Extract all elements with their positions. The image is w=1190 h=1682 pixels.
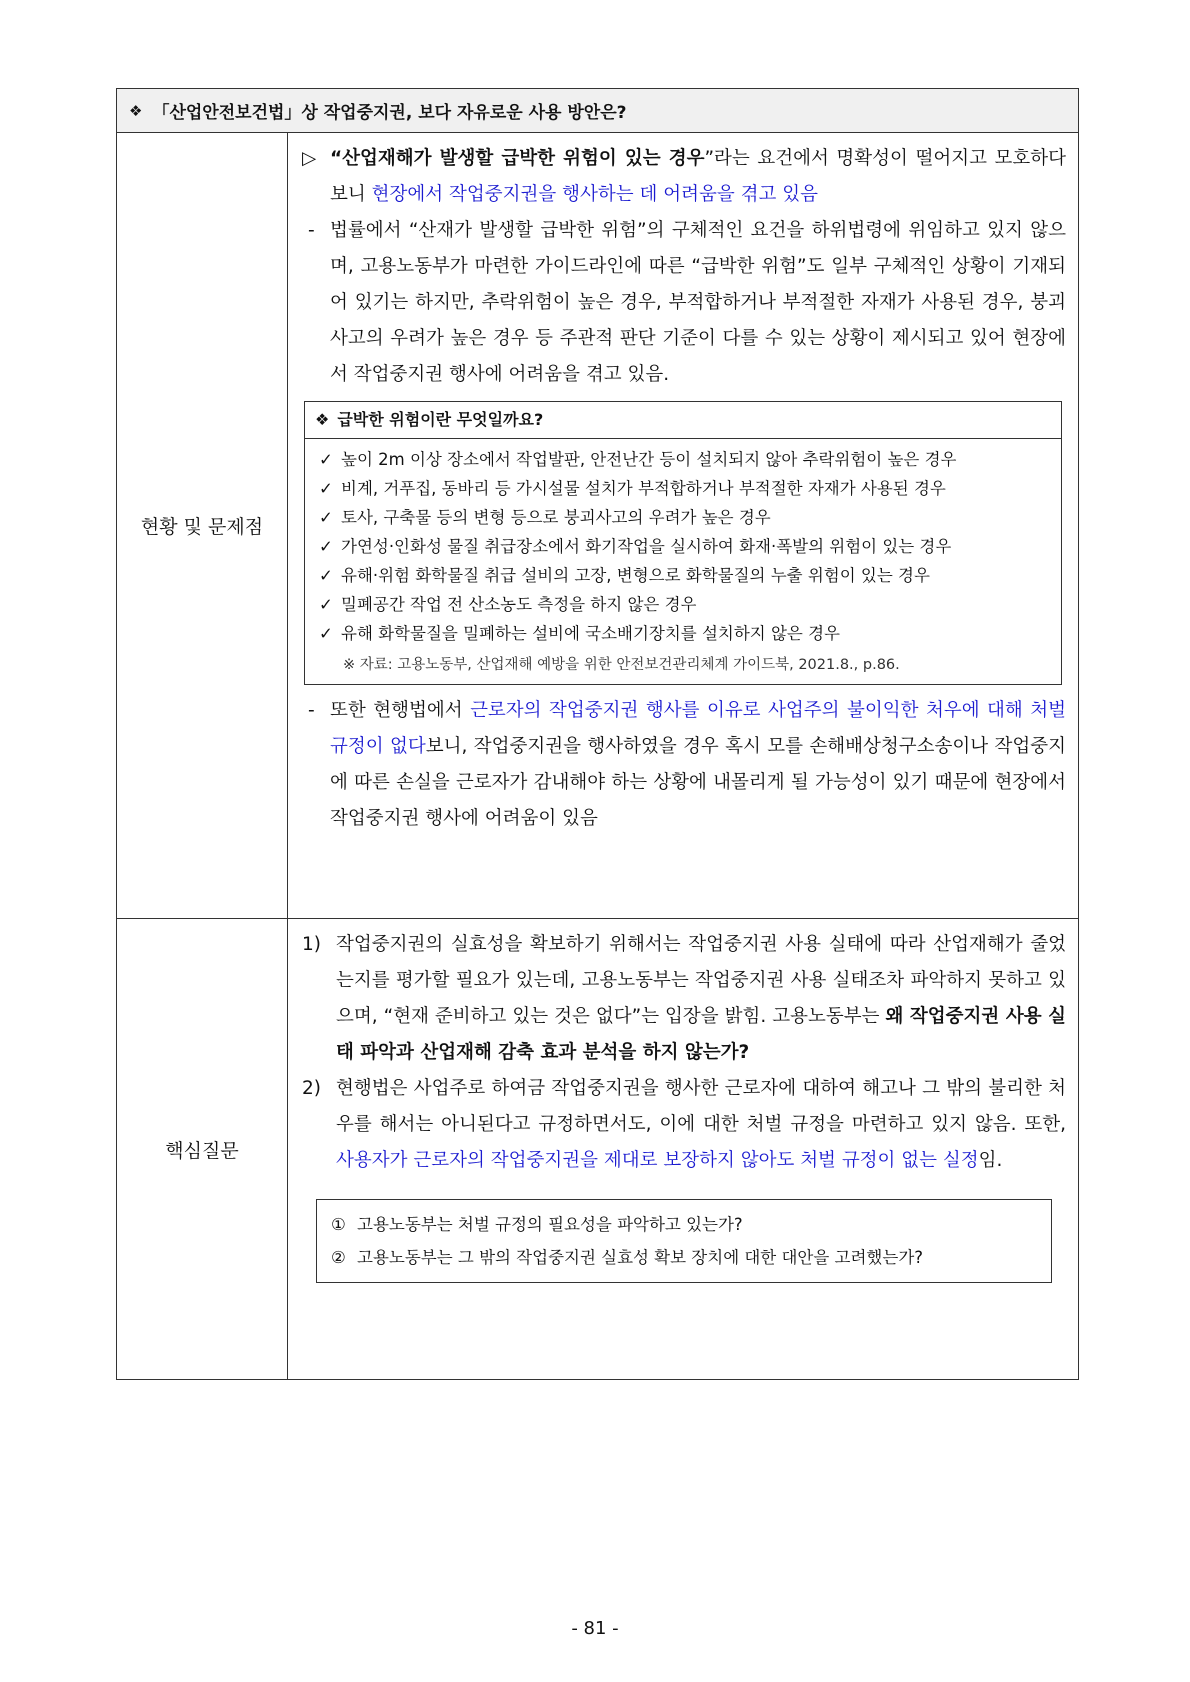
checkmark-icon: ✓ — [319, 624, 333, 643]
status-problems-label: 현황 및 문제점 — [117, 133, 288, 918]
imminent-danger-box — [304, 401, 1062, 685]
main-table — [116, 88, 1079, 1380]
list-item: ✓ 가연성·인화성 물질 취급장소에서 화기작업을 실시하여 화재·폭발의 위험이 있는 경우 — [319, 532, 1051, 561]
question-2: 2) 현행법은 사업주로 하여금 작업중지권을 행사한 근로자에 대하여 해고나 그 밖의 불리한 처우를 해서는 아니된다고 규정하면서도, 이에 대한 처벌 규정을 마련하고 있지 않음. 또한, 사용자가 근로자의 작업중지권을 제대로 보장하지 않아도 처벌 규정이 없는 실정임. — [302, 1071, 1066, 1179]
dash-bullet: - — [308, 220, 315, 241]
core-questions-box — [316, 1199, 1052, 1283]
paragraph-summary: ▷ “산업재해가 발생할 급박한 위험이 있는 경우”라는 요건에서 명확성이 떨어지고 모호하다 보니 현장에서 작업중지권을 행사하는 데 어려움을 겪고 있음 — [302, 141, 1066, 213]
paragraph-detail: - 법률에서 “산재가 발생할 급박한 위험”의 구체적인 요건을 하위법령에 위임하고 있지 않으며, 고용노동부가 마련한 가이드라인에 따른 “급박한 위험”도 일부 구체적인 상황이 기재되어 있기는 하지만, 추락위험이 높은 경우, 부적합하거나 부적절한 자재가 사용된 경우, 붕괴사고의 우려가 높은 경우 등 주관적 판단 기준이 다를 수 있는 상황이 제시되고 있어 현장에서 작업중지권 행사에 어려움을 겪고 있음. — [302, 213, 1066, 393]
checkmark-icon: ✓ — [319, 537, 333, 556]
checkmark-icon: ✓ — [319, 450, 333, 469]
highlight-text: 현장에서 작업중지권을 행사하는 데 어려움을 겪고 있음 — [371, 184, 818, 205]
checkmark-icon: ✓ — [319, 566, 333, 585]
highlight-text: 사용자가 근로자의 작업중지권을 제대로 보장하지 않아도 처벌 규정이 없는 실정 — [336, 1150, 979, 1171]
list-item: ✓ 유해 화학물질을 밀폐하는 설비에 국소배기장치를 설치하지 않은 경우 — [319, 619, 1051, 648]
table-title-row — [117, 89, 1078, 133]
source-note: ※ 자료: 고용노동부, 산업재해 예방을 위한 안전보건관리체계 가이드북, 2021.8., p.86. — [343, 657, 900, 673]
list-item: ✓ 높이 2m 이상 장소에서 작업발판, 안전난간 등이 설치되지 않아 추락위험이 높은 경우 — [319, 445, 1051, 474]
table-title: 「산업안전보건법」상 작업중지권, 보다 자유로운 사용 방안은? — [152, 103, 627, 123]
status-problems-row — [117, 133, 1078, 919]
list-item: ② 고용노동부는 그 밖의 작업중지권 실효성 확보 장치에 대한 대안을 고려했는가? — [331, 1248, 924, 1267]
emphasis-question: 왜 작업중지권 사용 실태 파악과 산업재해 감축 효과 분석을 하지 않는가? — [336, 1006, 1066, 1063]
key-questions-row — [117, 919, 1078, 1379]
question-number: 1) — [302, 934, 321, 955]
imminent-danger-title: ❖ 급박한 위험이란 무엇일까요? — [305, 402, 1061, 439]
list-item: ① 고용노동부는 처벌 규정의 필요성을 파악하고 있는가? — [331, 1215, 743, 1234]
diamond-bullet-icon: ❖ — [129, 101, 143, 120]
list-item: ✓ 토사, 구축물 등의 변형 등으로 붕괴사고의 우려가 높은 경우 — [319, 503, 1051, 532]
highlight-text: 근로자의 작업중지권 행사를 이유로 사업주의 불이익한 처우에 대해 처벌규정이 없다 — [330, 700, 1067, 757]
question-1: 1) 작업중지권의 실효성을 확보하기 위해서는 작업중지권 사용 실태에 따라 산업재해가 줄었는지를 평가할 필요가 있는데, 고용노동부는 작업중지권 사용 실태조차 파악하지 못하고 있으며, “현재 준비하고 있는 것은 없다”는 입장을 밝힘. 고용노동부는 왜 작업중지권 사용 실태 파악과 산업재해 감축 효과 분석을 하지 않는가? — [302, 927, 1066, 1071]
paragraph-penalty: - 또한 현행법에서 근로자의 작업중지권 행사를 이유로 사업주의 불이익한 처우에 대해 처벌규정이 없다보니, 작업중지권을 행사하였을 경우 혹시 모를 손해배상청구소송이나 작업중지에 따른 손실을 근로자가 감내해야 하는 상황에 내몰리게 될 가능성이 있기 때문에 현장에서 작업중지권 행사에 어려움이 있음 — [302, 693, 1066, 837]
list-item: ✓ 비계, 거푸집, 동바리 등 가시설물 설치가 부적합하거나 부적절한 자재가 사용된 경우 — [319, 474, 1051, 503]
checkmark-icon: ✓ — [319, 508, 333, 527]
emphasis-quote: “산업재해가 발생할 급박한 위험이 있는 경우 — [330, 148, 705, 169]
checkmark-icon: ✓ — [319, 595, 333, 614]
triangle-bullet-icon: ▷ — [302, 148, 317, 169]
danger-checklist — [305, 439, 1061, 648]
page-number: - 81 - — [571, 1618, 619, 1639]
list-item: ✓ 밀폐공간 작업 전 산소농도 측정을 하지 않은 경우 — [319, 590, 1051, 619]
dash-bullet: - — [308, 700, 315, 721]
key-questions-label: 핵심질문 — [117, 919, 288, 1379]
diamond-bullet-icon: ❖ — [315, 410, 330, 429]
status-problems-content — [288, 133, 1078, 918]
question-number: 2) — [302, 1078, 321, 1099]
checkmark-icon: ✓ — [319, 479, 333, 498]
key-questions-content — [288, 919, 1078, 1379]
list-item: ✓ 유해·위험 화학물질 취급 설비의 고장, 변형으로 화학물질의 누출 위험이 있는 경우 — [319, 561, 1051, 590]
